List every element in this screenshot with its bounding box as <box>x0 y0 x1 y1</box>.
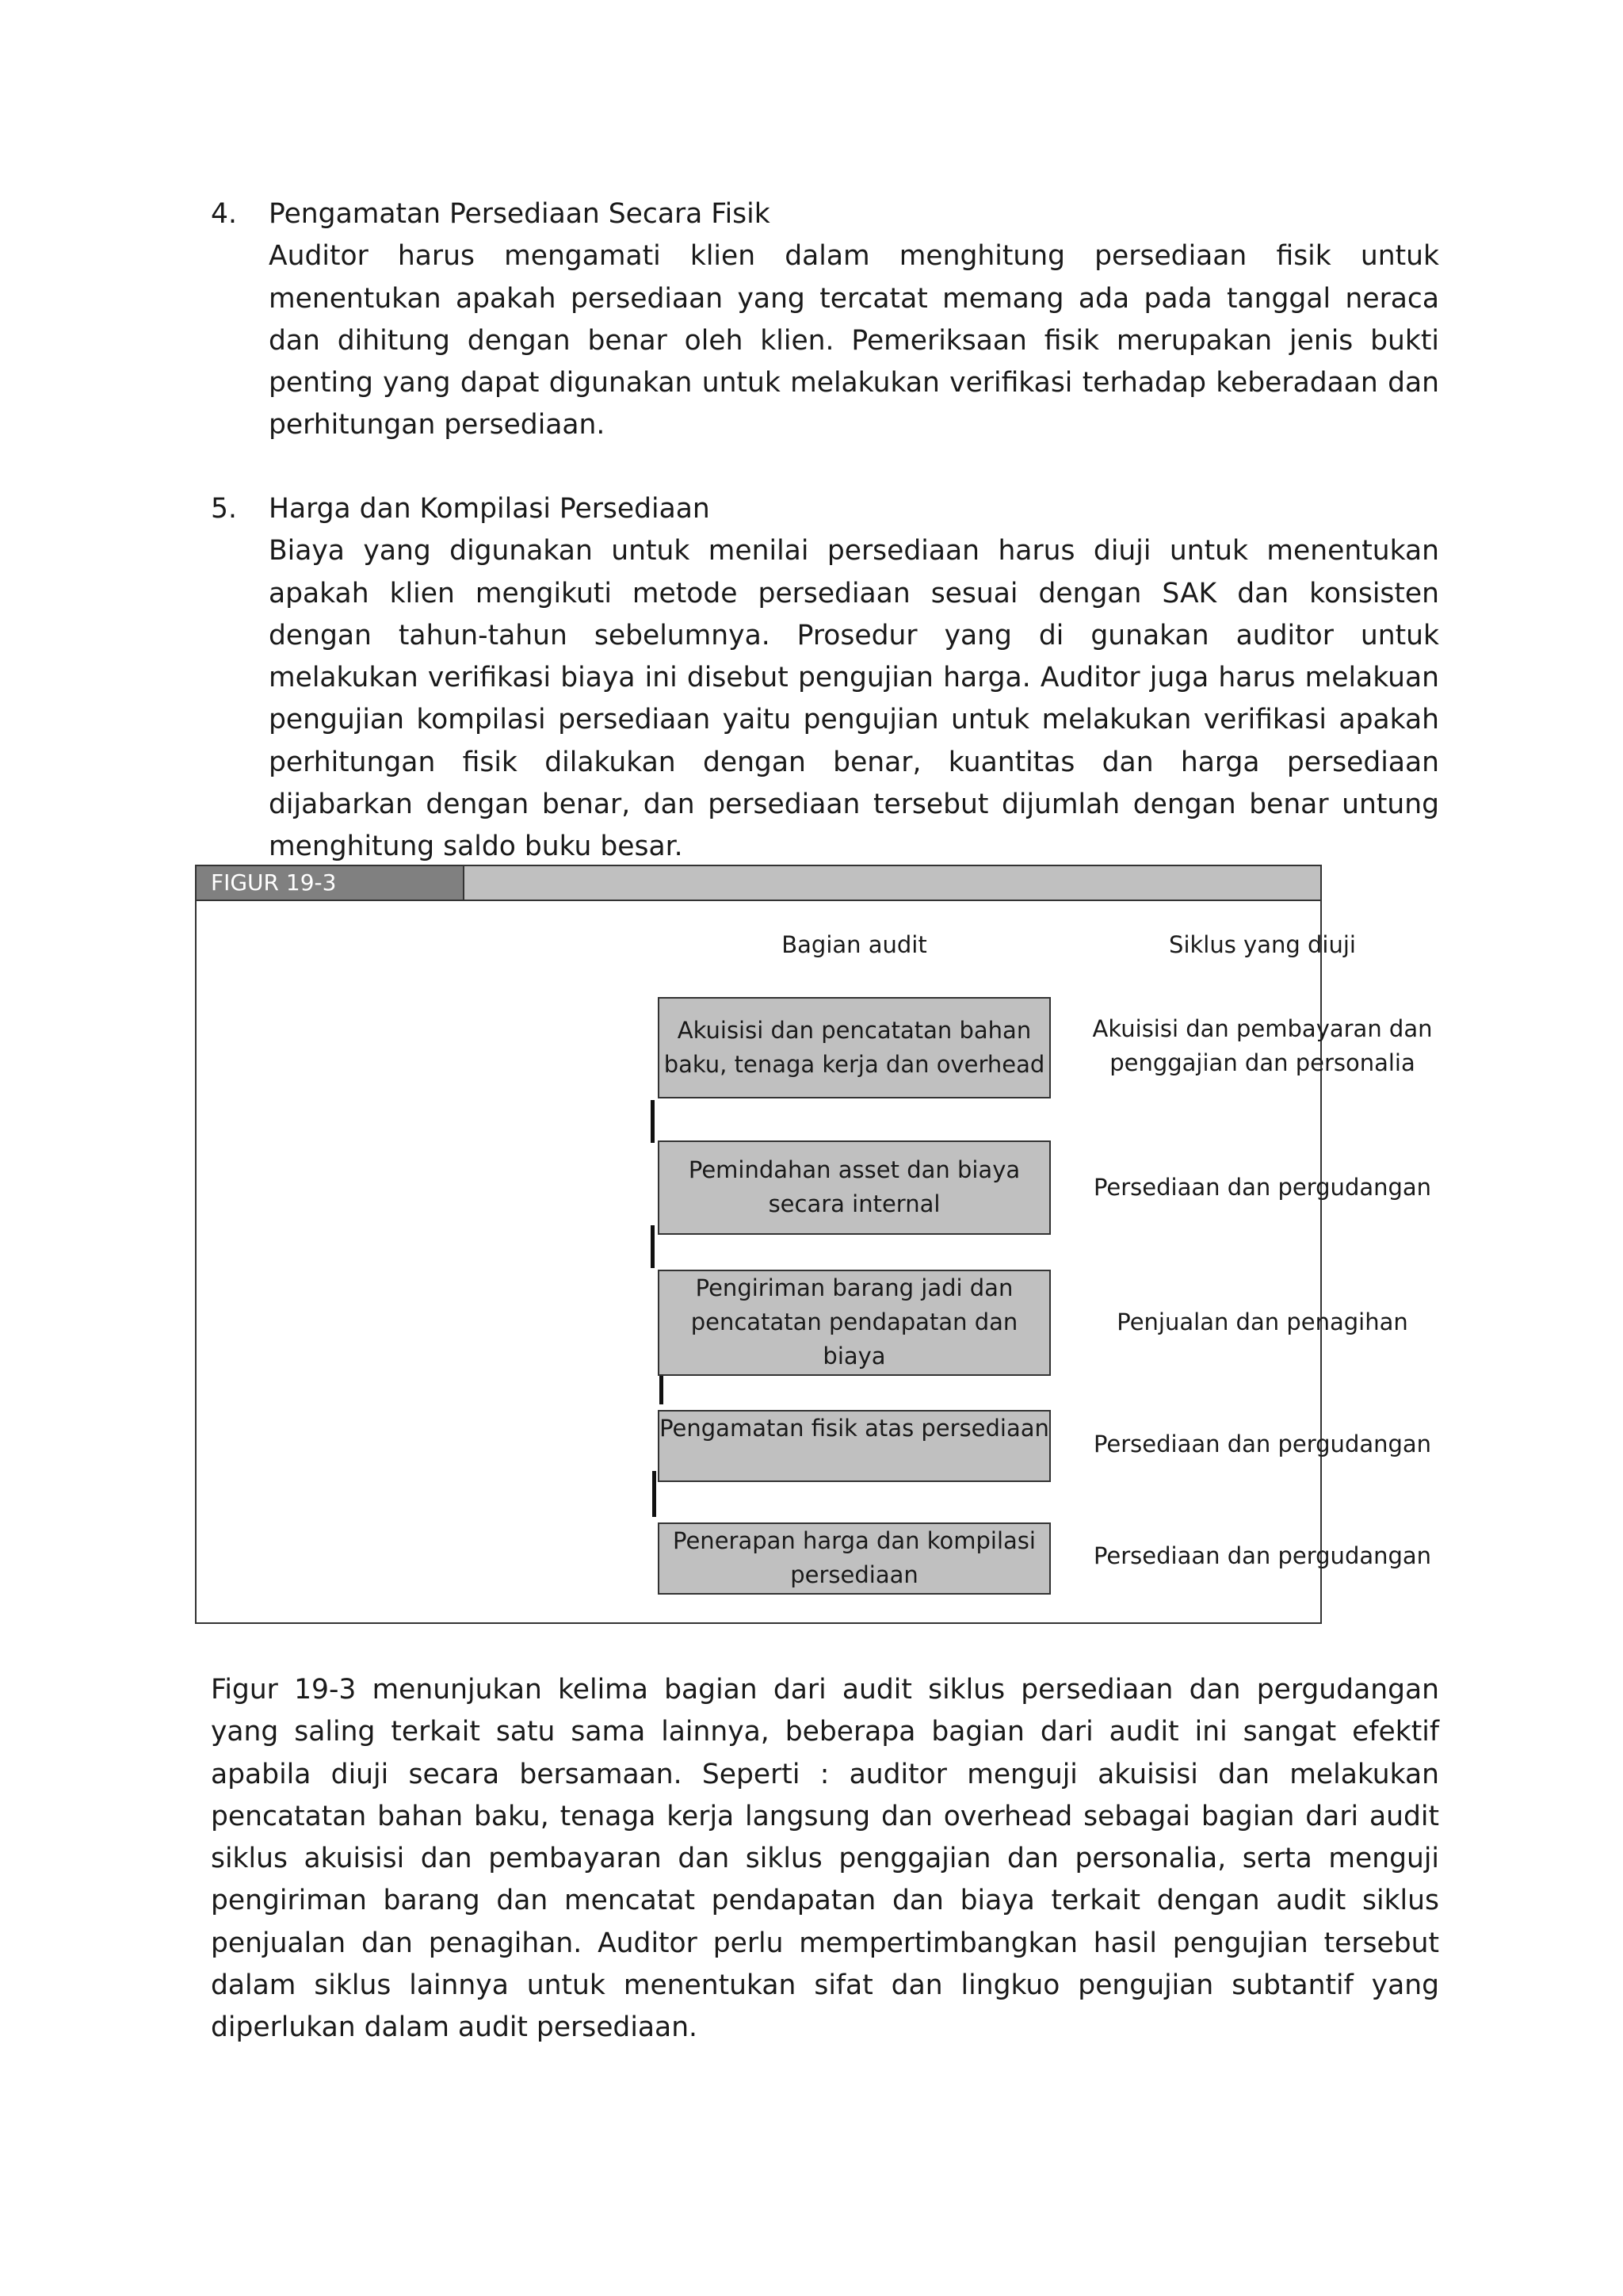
figure-19-3 <box>195 865 1433 1624</box>
cycle-text: Persediaan dan pergudangan <box>1093 1431 1432 1457</box>
connector-line <box>651 1225 655 1268</box>
figure-label: FIGUR 19-3 <box>197 866 464 900</box>
closing-paragraph: Figur 19-3 menunjukan kelima bagian dari audit siklus persediaan dan pergudangan yang saling terkait satu sama lainnya, beberapa bagian dari audit ini sangat efektif apabila diuji secara bersamaan. Seperti : auditor menguji akuisisi dan melakukan pencatatan bahan baku, tenaga kerja langsung dan overhead sebagai bagian dari audit siklus akuisisi dan pembayaran dan siklus penggajian dan personalia, serta menguji pengiriman barang dan mencatat pendapatan dan biaya terkait dengan audit siklus penjualan dan penagihan. Auditor perlu mempertimbangkan hasil pengujian tersebut dalam siklus lainnya untuk menentukan sifat dan lingkuo pengujian subtantif yang diperlukan dalam audit persediaan. <box>211 1674 1439 2044</box>
cycle-text: Akuisisi dan pembayaran dan penggajian dan personalia <box>1092 1015 1433 1076</box>
connector-line <box>652 1471 656 1517</box>
list-item-5 <box>211 488 1439 869</box>
item-number: 5. <box>211 493 237 525</box>
list-item-4 <box>211 193 1439 447</box>
item-title: Pengamatan Persediaan Secara Fisik <box>269 198 770 230</box>
audit-part-box: Pemindahan asset dan biaya secara internal <box>658 1140 1051 1235</box>
left-column-heading: Bagian audit <box>781 931 927 958</box>
audit-part-box: Penerapan harga dan kompilasi persediaan <box>658 1522 1051 1595</box>
item-number: 4. <box>211 198 237 230</box>
figure-header-bar <box>197 866 1320 901</box>
audit-part-box: Pengamatan fisik atas persediaan <box>658 1410 1051 1482</box>
audit-part-box: Akuisisi dan pencatatan bahan baku, tenaga kerja dan overhead <box>658 997 1051 1098</box>
audit-part-box: Pengiriman barang jadi dan pencatatan pendapatan dan biaya <box>658 1270 1051 1376</box>
cycle-text: Persediaan dan pergudangan <box>1093 1174 1432 1201</box>
item-body: Biaya yang digunakan untuk menilai persediaan harus diuji untuk menentukan apakah klien mengikuti metode persediaan sesuai dengan SAK dan konsisten dengan tahun-tahun sebelumnya. Prosedur yang di gunakan auditor untuk melakukan verifikasi biaya ini disebut pengujian harga. Auditor juga harus melakuan pengujian kompilasi persediaan yaitu pengujian untuk melakukan verifikasi apakah perhitungan fisik dilakukan dengan benar, kuantitas dan harga persediaan dijabarkan dengan benar, dan persediaan tersebut dijumlah dengan benar untung menghitung saldo buku besar. <box>269 535 1439 863</box>
connector-line <box>659 1371 663 1404</box>
cycle-text: Persediaan dan pergudangan <box>1093 1542 1432 1569</box>
right-column-heading: Siklus yang diuji <box>1169 931 1356 958</box>
cycle-text: Penjualan dan penagihan <box>1117 1308 1408 1335</box>
item-body: Auditor harus mengamati klien dalam menghitung persediaan fisik untuk menentukan apakah persediaan yang tercatat memang ada pada tanggal neraca dan dihitung dengan benar oleh klien. Pemeriksaan fisik merupakan jenis bukti penting yang dapat digunakan untuk melakukan verifikasi terhadap keberadaan dan perhitungan persediaan. <box>269 240 1439 441</box>
connector-line <box>651 1100 655 1143</box>
item-title: Harga dan Kompilasi Persediaan <box>269 493 710 525</box>
